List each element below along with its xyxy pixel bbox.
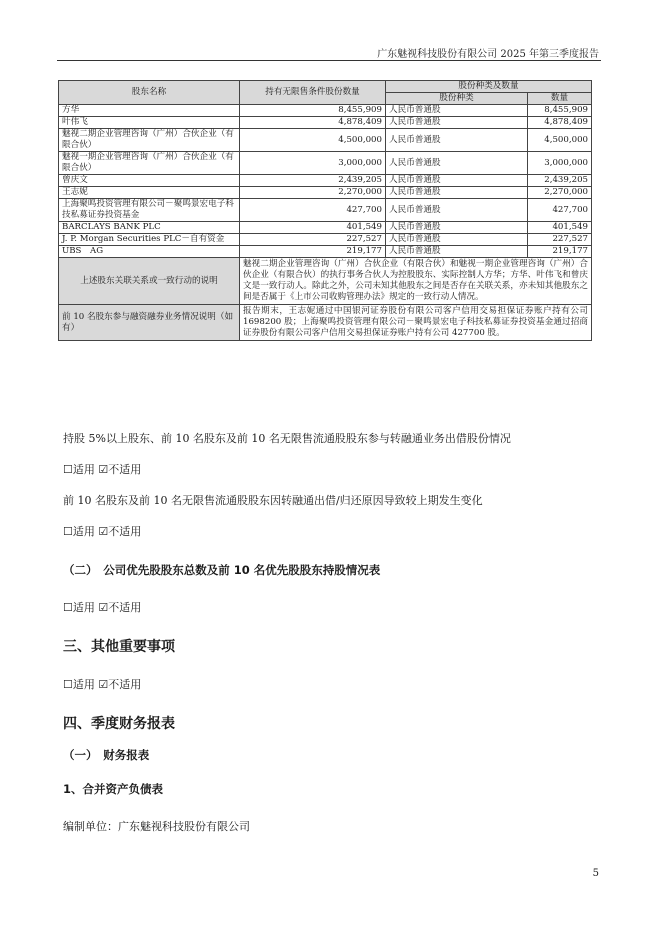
holder-name: 叶伟飞 [59, 117, 240, 129]
lending-change-paragraph: 前 10 名股东及前 10 名无限售流通股股东因转融通出借/归还原因导致较上期发生变化 [63, 494, 483, 507]
margin-trading-label: 前 10 名股东参与融资融券业务情况说明（如有） [59, 305, 240, 341]
holder-name: 上海聚鸣投资管理有限公司－聚鸣景宏电子科技私募证券投资基金 [59, 199, 240, 222]
share-type: 人民币普通股 [386, 246, 528, 258]
share-type: 人民币普通股 [386, 105, 528, 117]
holder-qty: 8,455,909 [240, 105, 386, 117]
header-rule [57, 60, 601, 61]
share-count: 3,000,000 [528, 152, 592, 175]
holder-qty: 2,439,205 [240, 175, 386, 187]
holder-name: 曾庆文 [59, 175, 240, 187]
preferred-shares-heading: （二） 公司优先股股东总数及前 10 名优先股股东持股情况表 [63, 563, 381, 577]
holder-name: 王志妮 [59, 187, 240, 199]
preferred-shares-applicability: ☐适用 ☑不适用 [63, 601, 142, 614]
share-type: 人民币普通股 [386, 222, 528, 234]
financial-statements-subheading: （一） 财务报表 [63, 748, 150, 762]
col-share-type-header: 股份种类 [386, 93, 528, 105]
share-count: 427,700 [528, 199, 592, 222]
other-matters-heading: 三、其他重要事项 [63, 639, 175, 655]
page-number: 5 [592, 868, 599, 879]
holder-qty: 227,527 [240, 234, 386, 246]
table-row [59, 222, 592, 234]
holder-qty: 2,270,000 [240, 187, 386, 199]
col-name-header: 股东名称 [59, 81, 240, 105]
related-parties-label: 上述股东关联关系或一致行动的说明 [59, 258, 240, 305]
share-type: 人民币普通股 [386, 175, 528, 187]
table-row [59, 199, 592, 222]
share-type: 人民币普通股 [386, 187, 528, 199]
balance-sheet-heading: 1、合并资产负债表 [63, 782, 164, 796]
share-type: 人民币普通股 [386, 152, 528, 175]
table-row [59, 152, 592, 175]
table-row [59, 117, 592, 129]
lending-applicability: ☐适用 ☑不适用 [63, 463, 142, 476]
share-count: 4,500,000 [528, 129, 592, 152]
holder-name: UBS AG [59, 246, 240, 258]
holder-qty: 401,549 [240, 222, 386, 234]
holder-name: 魅视一期企业管理咨询（广州）合伙企业（有限合伙） [59, 152, 240, 175]
table-row [59, 187, 592, 199]
table-row [59, 105, 592, 117]
col-share-count-header: 数量 [528, 93, 592, 105]
report-header: 广东魅视科技股份有限公司 2025 年第三季度报告 [377, 49, 599, 60]
holder-qty: 3,000,000 [240, 152, 386, 175]
col-quantity-header: 持有无限售条件股份数量 [240, 81, 386, 105]
share-count: 401,549 [528, 222, 592, 234]
share-type: 人民币普通股 [386, 199, 528, 222]
margin-trading-row [59, 305, 592, 341]
table-row [59, 234, 592, 246]
share-type: 人民币普通股 [386, 129, 528, 152]
share-count: 8,455,909 [528, 105, 592, 117]
holder-name: 魅视二期企业管理咨询（广州）合伙企业（有限合伙） [59, 129, 240, 152]
holder-qty: 4,500,000 [240, 129, 386, 152]
shareholders-table [58, 80, 592, 341]
related-parties-row [59, 258, 592, 305]
holder-qty: 4,878,409 [240, 117, 386, 129]
holder-name: BARCLAYS BANK PLC [59, 222, 240, 234]
margin-trading-text: 报告期末，王志妮通过中国银河证券股份有限公司客户信用交易担保证券账户持有公司 1698200 股；上海聚鸣投资管理有限公司－聚鸣景宏电子科技私募证券投资基金通过招商证券股份有限公司客户信用交易担保证券账户持有公司 427700 股。 [240, 305, 592, 341]
holder-name: 方华 [59, 105, 240, 117]
share-count: 219,177 [528, 246, 592, 258]
lending-paragraph: 持股 5%以上股东、前 10 名股东及前 10 名无限售流通股股东参与转融通业务出借股份情况 [63, 432, 511, 445]
share-type: 人民币普通股 [386, 234, 528, 246]
table-row [59, 129, 592, 152]
share-count: 227,527 [528, 234, 592, 246]
table-row [59, 175, 592, 187]
table-row [59, 246, 592, 258]
holder-name: J. P. Morgan Securities PLC－自有资金 [59, 234, 240, 246]
related-parties-text: 魅视二期企业管理咨询（广州）合伙企业（有限合伙）和魅视一期企业管理咨询（广州）合伙企业（有限合伙）的执行事务合伙人为控股股东、实际控制人方华；方华、叶伟飞和曾庆文是一致行动人。除此之外，公司未知其他股东之间是否存在关联关系，亦未知其他股东之间是否属于《上市公司收购管理办法》规定的一致行动人情况。 [240, 258, 592, 305]
holder-qty: 427,700 [240, 199, 386, 222]
share-count: 4,878,409 [528, 117, 592, 129]
share-type: 人民币普通股 [386, 117, 528, 129]
holder-qty: 219,177 [240, 246, 386, 258]
compiler-line: 编制单位：广东魅视科技股份有限公司 [63, 820, 250, 833]
lending-change-applicability: ☐适用 ☑不适用 [63, 525, 142, 538]
financial-statements-heading: 四、季度财务报表 [63, 716, 175, 732]
col-share-group-header: 股份种类及数量 [386, 81, 592, 93]
other-matters-applicability: ☐适用 ☑不适用 [63, 678, 142, 691]
share-count: 2,270,000 [528, 187, 592, 199]
share-count: 2,439,205 [528, 175, 592, 187]
